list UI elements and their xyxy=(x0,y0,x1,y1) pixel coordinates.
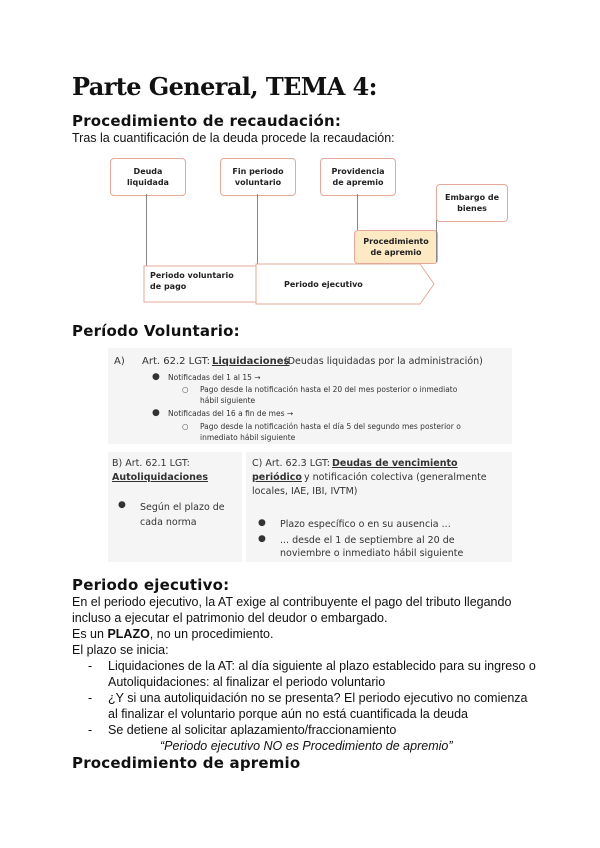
a-b1-sub: Pago desde la notificación hasta el 20 del mes posterior o inmediato xyxy=(200,385,458,394)
list-item-2a: ¿Y si una autoliquidación no se presenta? El periodo ejecutivo no comienza xyxy=(108,691,528,705)
connector-line xyxy=(357,194,358,230)
bullet-dot: ● xyxy=(118,500,126,510)
b-bullet2: cada norma xyxy=(140,517,197,528)
dash-bullet: - xyxy=(88,723,93,737)
b-bullet1: Según el plazo de xyxy=(140,502,225,513)
page-title: Parte General, TEMA 4: xyxy=(72,72,377,101)
connector-line xyxy=(257,194,258,264)
c-b2: ... desde el 1 de septiembre al 20 de xyxy=(280,535,455,546)
c-title1: Deudas de vencimiento xyxy=(332,458,458,469)
heading-periodo-voluntario: Período Voluntario: xyxy=(72,322,240,340)
ejecutivo-p3 xyxy=(72,626,274,642)
quote: “Periodo ejecutivo NO es Procedimiento de apremio” xyxy=(160,739,453,753)
box-fin-periodo-voluntario: Fin periodo voluntario xyxy=(220,158,296,196)
a-b2: Notificadas del 16 a fin de mes → xyxy=(168,409,294,418)
bullet-dot: ● xyxy=(152,408,160,418)
b-title: Autoliquidaciones xyxy=(112,472,209,483)
list-item-1a: Liquidaciones de la AT: al día siguiente al plazo establecido para su ingreso o xyxy=(108,659,536,673)
p3-pre: Es un xyxy=(72,627,108,641)
c-b1: Plazo específico o en su ausencia ... xyxy=(280,519,451,530)
panel-c-vencimiento-periodico xyxy=(246,452,512,562)
b-head: B) Art. 62.1 LGT: xyxy=(112,458,190,469)
p3-bold: PLAZO xyxy=(107,627,150,641)
dash-bullet: - xyxy=(88,691,93,705)
list-item-2b: al finalizar el voluntario porque aún no está cuantificada la deuda xyxy=(108,707,468,721)
recaudacion-diagram xyxy=(108,152,508,314)
box-embargo-bienes: Embargo de bienes xyxy=(436,184,508,222)
intro-text: Tras la cuantificación de la deuda procede la recaudación: xyxy=(72,131,395,145)
box-deuda-liquidada: Deuda liquidada xyxy=(110,158,186,196)
c-title2: periódico xyxy=(252,472,302,483)
sub-bullet: ○ xyxy=(182,385,189,394)
ejecutivo-p1: En el periodo ejecutivo, la AT exige al contribuyente el pago del tributo llegando xyxy=(72,595,512,609)
connector-line xyxy=(436,220,437,262)
a-b2-sub: Pago desde la notificación hasta el día 5 del segundo mes posterior o xyxy=(200,422,461,431)
c-rest: y notificación colectiva (generalmente xyxy=(304,472,487,483)
a-paren: (Deudas liquidadas por la administración) xyxy=(284,356,483,367)
c-rest2: locales, IAE, IBI, IVTM) xyxy=(252,486,358,497)
panel-b-autoliquidaciones xyxy=(108,452,242,562)
list-item-1b: Autoliquidaciones: al finalizar el periodo voluntario xyxy=(108,675,386,689)
label-periodo-ejecutivo: Periodo ejecutivo xyxy=(284,280,363,289)
bullet-dot: ● xyxy=(258,518,266,528)
a-b1: Notificadas del 1 al 15 → xyxy=(168,373,261,382)
p3-post: , no un procedimiento. xyxy=(149,627,274,641)
c-head: C) Art. 62.3 LGT: xyxy=(252,458,330,469)
c-b2b: noviembre o inmediato hábil siguiente xyxy=(280,548,464,559)
a-art: Art. 62.2 LGT: xyxy=(142,356,211,367)
heading-procedimiento-apremio: Procedimiento de apremio xyxy=(72,754,301,772)
bullet-dot: ● xyxy=(258,534,266,544)
ejecutivo-p2: incluso a ejecutar el patrimonio del deudor o embargado. xyxy=(72,611,388,625)
panel-a-liquidaciones xyxy=(108,348,512,444)
heading-recaudacion: Procedimiento de recaudación: xyxy=(72,112,342,130)
a-title: Liquidaciones xyxy=(212,356,290,367)
ejecutivo-p4: El plazo se inicia: xyxy=(72,643,169,657)
a-b2-sub2: inmediato hábil siguiente xyxy=(200,433,296,442)
list-item-3: Se detiene al solicitar aplazamiento/fraccionamiento xyxy=(108,723,397,737)
a-label: A) xyxy=(114,356,125,367)
bullet-dot: ● xyxy=(152,372,160,382)
dash-bullet: - xyxy=(88,659,93,673)
label-periodo-voluntario: Periodo voluntario de pago xyxy=(150,271,234,291)
a-b1-sub2: hábil siguiente xyxy=(200,396,256,405)
sub-bullet: ○ xyxy=(182,422,189,431)
box-providencia-apremio: Providencia de apremio xyxy=(320,158,396,196)
heading-periodo-ejecutivo: Periodo ejecutivo: xyxy=(72,576,230,594)
box-procedimiento-apremio: Procedimiento de apremio xyxy=(354,230,438,264)
